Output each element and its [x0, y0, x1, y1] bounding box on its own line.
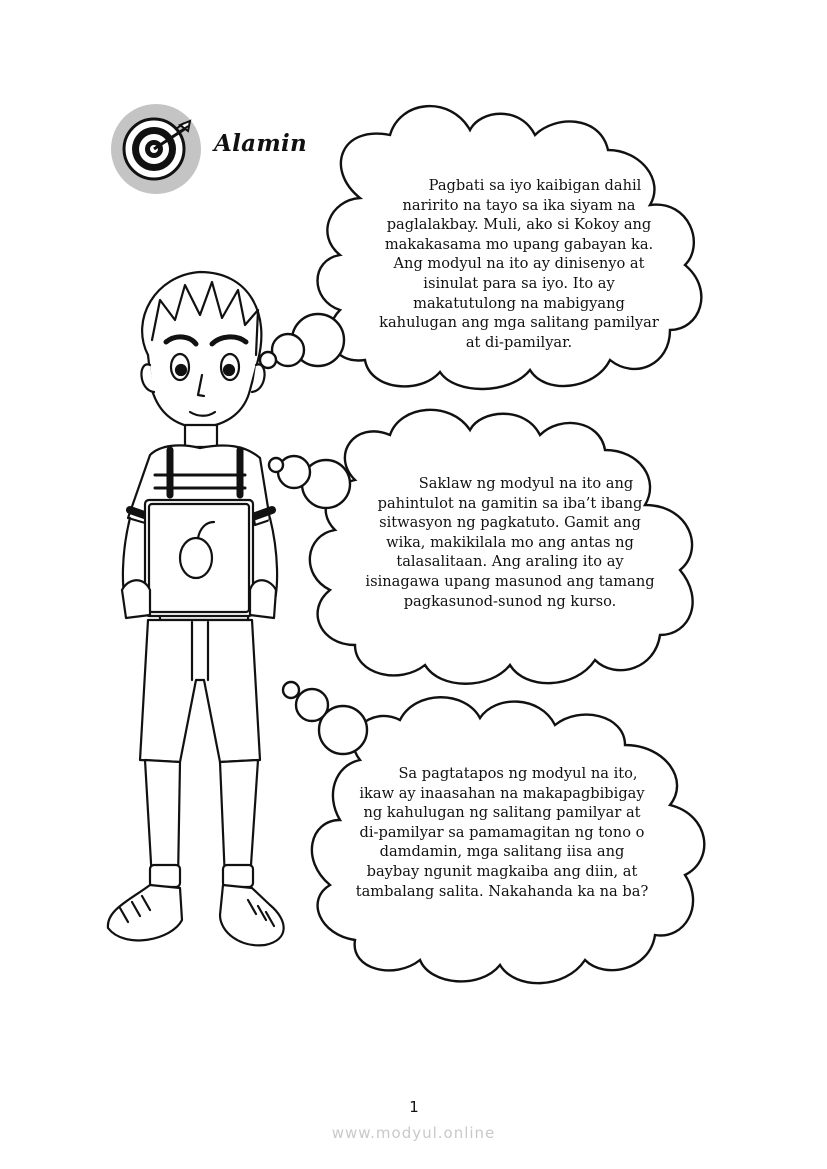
- bubble-2-paragraph: Saklaw ng modyul na ito ang pahintulot na gamitin sa iba’t ibang sitwasyon ng pagkatuto. Gamit ang wika, makikilala mo ang antas ng talasalitaan. Ang araling ito ay isinagawa upang masunod ang tamang pagkasunod-sunod ng kurso.: [365, 475, 655, 610]
- page-number: 1: [409, 1098, 419, 1116]
- watermark: www.modyul.online: [331, 1124, 496, 1142]
- section-title: Alamin: [214, 130, 308, 157]
- bubble-1-text: [378, 176, 660, 352]
- boy-holding-tablet-illustration: [100, 260, 300, 960]
- bubble-1-paragraph: Pagbati sa iyo kaibigan dahil naririto na tayo sa ika siyam na paglalakbay. Muli, ako si Kokoy ang makakasama mo upang gabayan ka. Ang modyul na ito ay dinisenyo at isinulat para sa iyo. Ito ay makatutulong na mabigyang kahulugan ang mga salitang pamilyar at di-pamilyar.: [379, 177, 659, 351]
- bubble-2-text: [360, 474, 660, 611]
- bubble-3-text: [352, 764, 652, 901]
- bubble-3-paragraph: Sa pagtatapos ng modyul na ito, ikaw ay inaasahan na makapagbibigay ng kahulugan ng salitang pamilyar at di-pamilyar sa pamamagitan ng tono o damdamin, mga salitang iisa ang baybay ngunit magkaiba ang diin, at tambalang salita. Nakahanda ka na ba?: [355, 765, 649, 900]
